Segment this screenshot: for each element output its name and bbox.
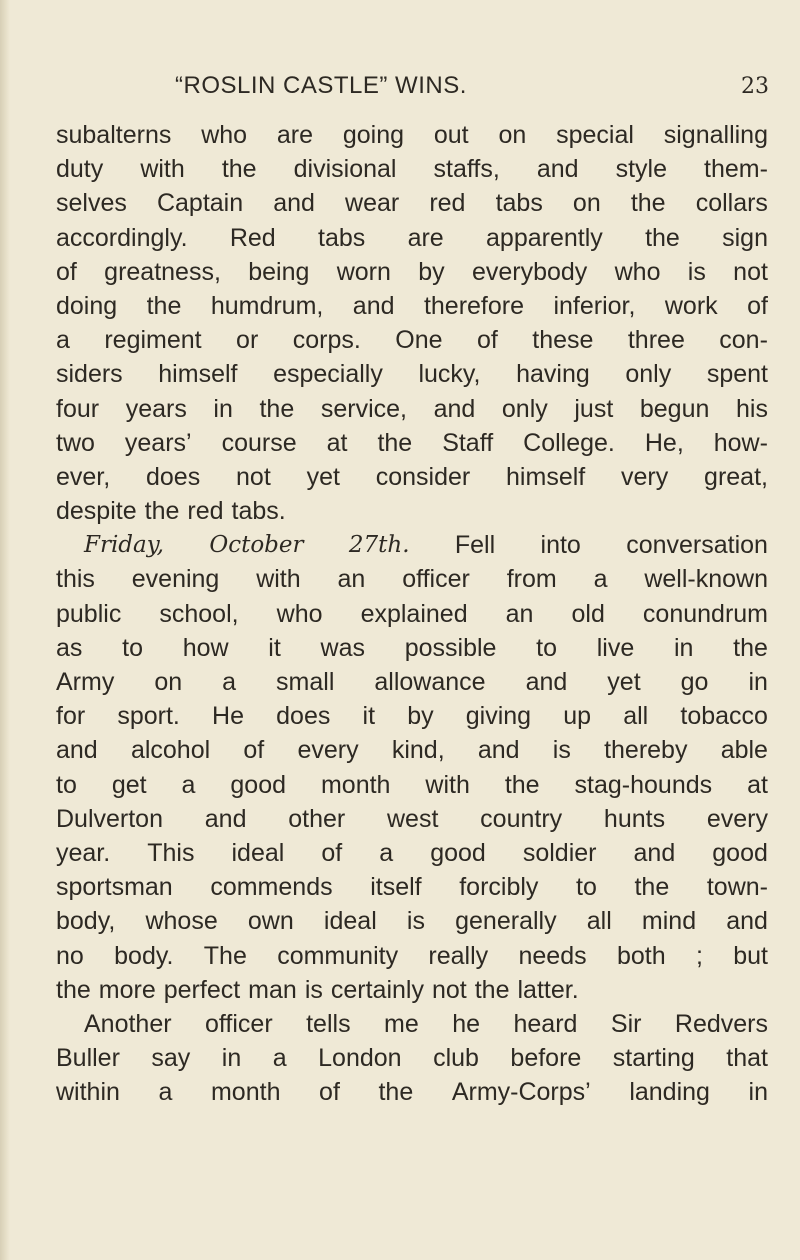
- word: able: [720, 736, 768, 765]
- text-line: [56, 802, 768, 836]
- text-line: [56, 323, 768, 357]
- word: very: [621, 462, 669, 491]
- page-number: 23: [741, 74, 769, 99]
- word: or: [236, 326, 259, 355]
- word: landing: [629, 1078, 710, 1107]
- word: con-: [719, 326, 768, 355]
- text-line: [56, 870, 768, 904]
- word: Captain: [156, 189, 244, 218]
- word: on: [154, 668, 183, 696]
- word: of: [476, 326, 498, 355]
- word: a: [181, 770, 196, 799]
- word: all: [623, 702, 649, 731]
- text-line: [56, 939, 768, 973]
- word: course: [221, 428, 297, 457]
- word: accordingly.: [56, 223, 188, 252]
- word: not: [431, 975, 467, 1004]
- text-line: [56, 665, 768, 699]
- word: who: [201, 121, 248, 149]
- word: who: [276, 599, 323, 628]
- word: does: [146, 462, 201, 491]
- word: himself: [506, 462, 586, 491]
- word: thereby: [604, 736, 688, 765]
- word: perfect: [163, 975, 241, 1004]
- word: is: [552, 736, 571, 765]
- word: are: [276, 121, 314, 149]
- word: of: [319, 1078, 340, 1107]
- word: but: [733, 941, 768, 970]
- word: sign: [722, 223, 768, 252]
- word: Staff: [442, 428, 494, 457]
- word: and: [633, 838, 676, 867]
- word: get: [111, 770, 147, 799]
- word: a: [593, 565, 608, 594]
- word: a: [158, 1078, 173, 1107]
- word: no: [56, 941, 84, 970]
- word: Dulverton: [56, 804, 163, 833]
- word: begun: [639, 394, 710, 423]
- word: tabs: [495, 189, 543, 218]
- word: collars: [695, 189, 768, 218]
- word: them-: [704, 155, 768, 184]
- word: tabs: [318, 223, 366, 252]
- word: the: [645, 223, 680, 252]
- word: sportsman: [56, 873, 173, 902]
- body-text: [56, 118, 768, 1109]
- word: itself: [370, 873, 422, 902]
- word: the: [474, 975, 510, 1004]
- word: go: [680, 668, 709, 696]
- text-line: [56, 494, 768, 528]
- word: Friday,: [84, 532, 164, 559]
- word: therefore: [423, 291, 525, 320]
- word: not: [733, 257, 768, 286]
- text-line: [56, 733, 768, 767]
- word: ideal: [231, 838, 285, 867]
- word: red: [187, 497, 224, 526]
- word: of: [747, 291, 768, 320]
- word: London: [318, 1044, 402, 1073]
- word: this: [56, 565, 95, 594]
- text-line: [56, 118, 768, 152]
- word: how-: [713, 428, 768, 457]
- word: lucky,: [418, 360, 481, 389]
- word: out: [433, 121, 469, 149]
- word: needs: [518, 941, 587, 970]
- word: are: [407, 223, 444, 252]
- word: say: [151, 1044, 191, 1073]
- word: apparently: [486, 223, 603, 252]
- word: me: [384, 1009, 419, 1038]
- word: He,: [644, 428, 684, 457]
- text-line: [56, 460, 768, 494]
- word: being: [248, 257, 310, 286]
- word: of: [243, 736, 265, 765]
- word: that: [726, 1044, 768, 1073]
- word: up: [563, 702, 592, 731]
- word: certainly: [330, 975, 424, 1004]
- word: despite: [56, 497, 137, 526]
- word: forcibly: [459, 873, 539, 902]
- word: to: [536, 633, 558, 662]
- word: Fell: [454, 531, 496, 560]
- word: October: [209, 532, 304, 559]
- word: club: [433, 1044, 479, 1073]
- word: ideal: [323, 907, 377, 936]
- text-line: [56, 221, 768, 255]
- word: within: [56, 1078, 120, 1107]
- word: town-: [706, 873, 768, 902]
- word: The: [203, 941, 247, 970]
- word: with: [425, 770, 470, 799]
- word: sport.: [117, 702, 180, 731]
- word: This: [147, 838, 195, 867]
- word: in: [673, 633, 694, 662]
- word: officer: [205, 1009, 273, 1038]
- word: the: [733, 633, 768, 662]
- word: of: [321, 838, 343, 867]
- text-line: [56, 152, 768, 186]
- word: with: [256, 565, 301, 594]
- word: an: [337, 565, 366, 594]
- word: great,: [704, 462, 768, 491]
- word: regiment: [104, 326, 202, 355]
- word: these: [532, 326, 594, 355]
- word: allowance: [374, 668, 486, 696]
- text-line: [56, 1007, 768, 1041]
- word: his: [735, 394, 768, 423]
- text-line: [56, 289, 768, 323]
- word: Another: [84, 1009, 172, 1038]
- word: himself: [158, 360, 238, 389]
- word: selves: [56, 189, 127, 218]
- word: country: [480, 804, 563, 833]
- word: on: [572, 189, 601, 218]
- word: divisional: [293, 155, 397, 184]
- word: all: [586, 907, 612, 936]
- word: a: [379, 838, 394, 867]
- word: school,: [159, 599, 239, 628]
- word: mind: [641, 907, 697, 936]
- word: does: [276, 702, 331, 731]
- word: evening: [131, 565, 220, 594]
- word: alcohol: [130, 736, 211, 765]
- word: Red: [229, 223, 276, 252]
- word: by: [418, 257, 445, 286]
- text-line: [56, 699, 768, 733]
- word: explained: [360, 599, 468, 628]
- word: ever,: [56, 462, 111, 491]
- word: is: [687, 257, 706, 286]
- word: a: [56, 326, 70, 355]
- word: both: [616, 941, 666, 970]
- word: style: [615, 155, 667, 184]
- word: special: [556, 121, 634, 149]
- word: live: [596, 633, 635, 662]
- word: with: [140, 155, 185, 184]
- word: it: [268, 633, 281, 662]
- word: he: [452, 1009, 481, 1038]
- word: and: [726, 907, 768, 936]
- word: on: [498, 121, 527, 149]
- word: month: [210, 1078, 281, 1107]
- word: kind,: [391, 736, 445, 765]
- text-line: [56, 528, 768, 562]
- text-line: [56, 597, 768, 631]
- word: how: [182, 633, 229, 662]
- word: old: [571, 599, 605, 628]
- word: body.: [114, 941, 174, 970]
- word: by: [407, 702, 434, 731]
- text-line: [56, 357, 768, 391]
- word: tobacco: [680, 702, 768, 731]
- word: tabs.: [231, 497, 286, 526]
- word: who: [614, 257, 661, 286]
- word: and: [536, 155, 579, 184]
- word: in: [748, 1078, 768, 1107]
- word: ;: [695, 941, 703, 970]
- word: everybody: [471, 257, 588, 286]
- word: really: [428, 941, 489, 970]
- word: the: [259, 394, 295, 423]
- text-line: [56, 426, 768, 460]
- text-line: [56, 768, 768, 802]
- word: starting: [612, 1044, 695, 1073]
- word: yet: [306, 462, 340, 491]
- word: humdrum,: [210, 291, 324, 320]
- word: whose: [145, 907, 218, 936]
- word: Army-Corps’: [451, 1078, 591, 1107]
- word: and: [525, 668, 568, 696]
- word: to: [56, 770, 77, 799]
- word: good: [430, 838, 486, 867]
- word: is: [406, 907, 425, 936]
- word: inferior,: [553, 291, 636, 320]
- word: and: [204, 804, 247, 833]
- word: corps.: [292, 326, 361, 355]
- word: and: [352, 291, 395, 320]
- word: is: [304, 975, 323, 1004]
- word: Army: [56, 668, 115, 696]
- word: commends: [210, 873, 333, 902]
- text-line: [56, 562, 768, 596]
- word: conundrum: [642, 599, 768, 628]
- text-line: [56, 255, 768, 289]
- word: giving: [465, 702, 532, 731]
- word: year.: [56, 838, 111, 867]
- word: in: [213, 394, 233, 423]
- word: an: [505, 599, 534, 628]
- word: wear: [345, 189, 400, 218]
- word: siders: [56, 360, 123, 389]
- word: the: [504, 770, 540, 799]
- word: stag-hounds: [574, 770, 713, 799]
- word: yet: [607, 668, 641, 696]
- word: especially: [273, 360, 383, 389]
- word: service,: [320, 394, 407, 423]
- running-title: “ROSLIN CASTLE” WINS.: [175, 72, 467, 99]
- word: and: [433, 394, 476, 423]
- word: the: [221, 155, 257, 184]
- word: consider: [375, 462, 471, 491]
- word: latter.: [517, 975, 579, 1004]
- word: three: [627, 326, 685, 355]
- word: two: [56, 428, 95, 457]
- word: red: [429, 189, 466, 218]
- word: every: [297, 736, 359, 765]
- text-line: [56, 836, 768, 870]
- word: years: [125, 394, 187, 423]
- word: and: [56, 736, 98, 765]
- word: it: [362, 702, 376, 731]
- word: officer: [402, 565, 470, 594]
- word: a: [222, 668, 237, 696]
- word: of: [56, 257, 77, 286]
- page-gutter-shadow: [0, 0, 10, 1260]
- word: College.: [523, 428, 615, 457]
- word: just: [574, 394, 614, 423]
- text-line: [56, 1041, 768, 1075]
- word: soldier: [522, 838, 597, 867]
- word: as: [56, 633, 83, 662]
- word: before: [510, 1044, 582, 1073]
- word: hunts: [603, 804, 666, 833]
- word: the: [144, 497, 180, 526]
- word: having: [516, 360, 590, 389]
- word: for: [56, 702, 86, 731]
- word: small: [276, 668, 335, 696]
- word: years’: [124, 428, 192, 457]
- word: generally: [455, 907, 557, 936]
- word: to: [576, 873, 597, 902]
- text-line: [56, 973, 768, 1007]
- word: into: [540, 531, 581, 560]
- word: public: [56, 599, 122, 628]
- text-line: [56, 392, 768, 426]
- word: the: [378, 1078, 414, 1107]
- word: Redvers: [674, 1009, 768, 1038]
- word: signalling: [663, 121, 768, 149]
- word: not: [236, 462, 271, 491]
- word: from: [506, 565, 557, 594]
- word: 27th.: [348, 532, 410, 559]
- word: only: [625, 360, 672, 389]
- word: possible: [404, 633, 497, 662]
- word: worn: [336, 257, 391, 286]
- word: in: [221, 1044, 242, 1073]
- word: community: [277, 941, 399, 970]
- word: spent: [706, 360, 768, 389]
- word: the: [630, 189, 666, 218]
- word: to: [122, 633, 143, 662]
- word: more: [98, 975, 156, 1004]
- word: Sir: [610, 1009, 642, 1038]
- word: a: [272, 1044, 287, 1073]
- word: work: [664, 291, 718, 320]
- word: own: [247, 907, 294, 936]
- word: at: [747, 770, 768, 799]
- word: only: [501, 394, 548, 423]
- word: was: [320, 633, 365, 662]
- word: man: [248, 975, 297, 1004]
- word: conversation: [626, 531, 768, 560]
- word: month: [320, 770, 391, 799]
- word: He: [212, 702, 244, 731]
- word: greatness,: [104, 257, 221, 286]
- text-line: [56, 631, 768, 665]
- word: in: [748, 668, 768, 696]
- word: body,: [56, 907, 116, 936]
- word: staffs,: [433, 155, 500, 184]
- text-line: [56, 904, 768, 938]
- word: at: [326, 428, 348, 457]
- word: Buller: [56, 1044, 120, 1073]
- word: subalterns: [56, 121, 172, 149]
- word: duty: [56, 155, 104, 184]
- word: every: [706, 804, 768, 833]
- word: well-known: [644, 565, 768, 594]
- word: good: [230, 770, 287, 799]
- word: One: [395, 326, 443, 355]
- word: west: [387, 804, 439, 833]
- word: and: [477, 736, 520, 765]
- word: and: [273, 189, 315, 218]
- running-head: [0, 72, 800, 108]
- word: going: [342, 121, 405, 149]
- word: heard: [513, 1009, 578, 1038]
- word: four: [56, 394, 100, 423]
- text-line: [56, 1075, 768, 1109]
- text-line: [56, 186, 768, 220]
- word: the: [377, 428, 413, 457]
- word: the: [56, 975, 91, 1004]
- word: other: [288, 804, 346, 833]
- word: tells: [306, 1009, 351, 1038]
- word: the: [634, 873, 670, 902]
- word: the: [146, 291, 182, 320]
- word: good: [712, 838, 768, 867]
- word: doing: [56, 291, 118, 320]
